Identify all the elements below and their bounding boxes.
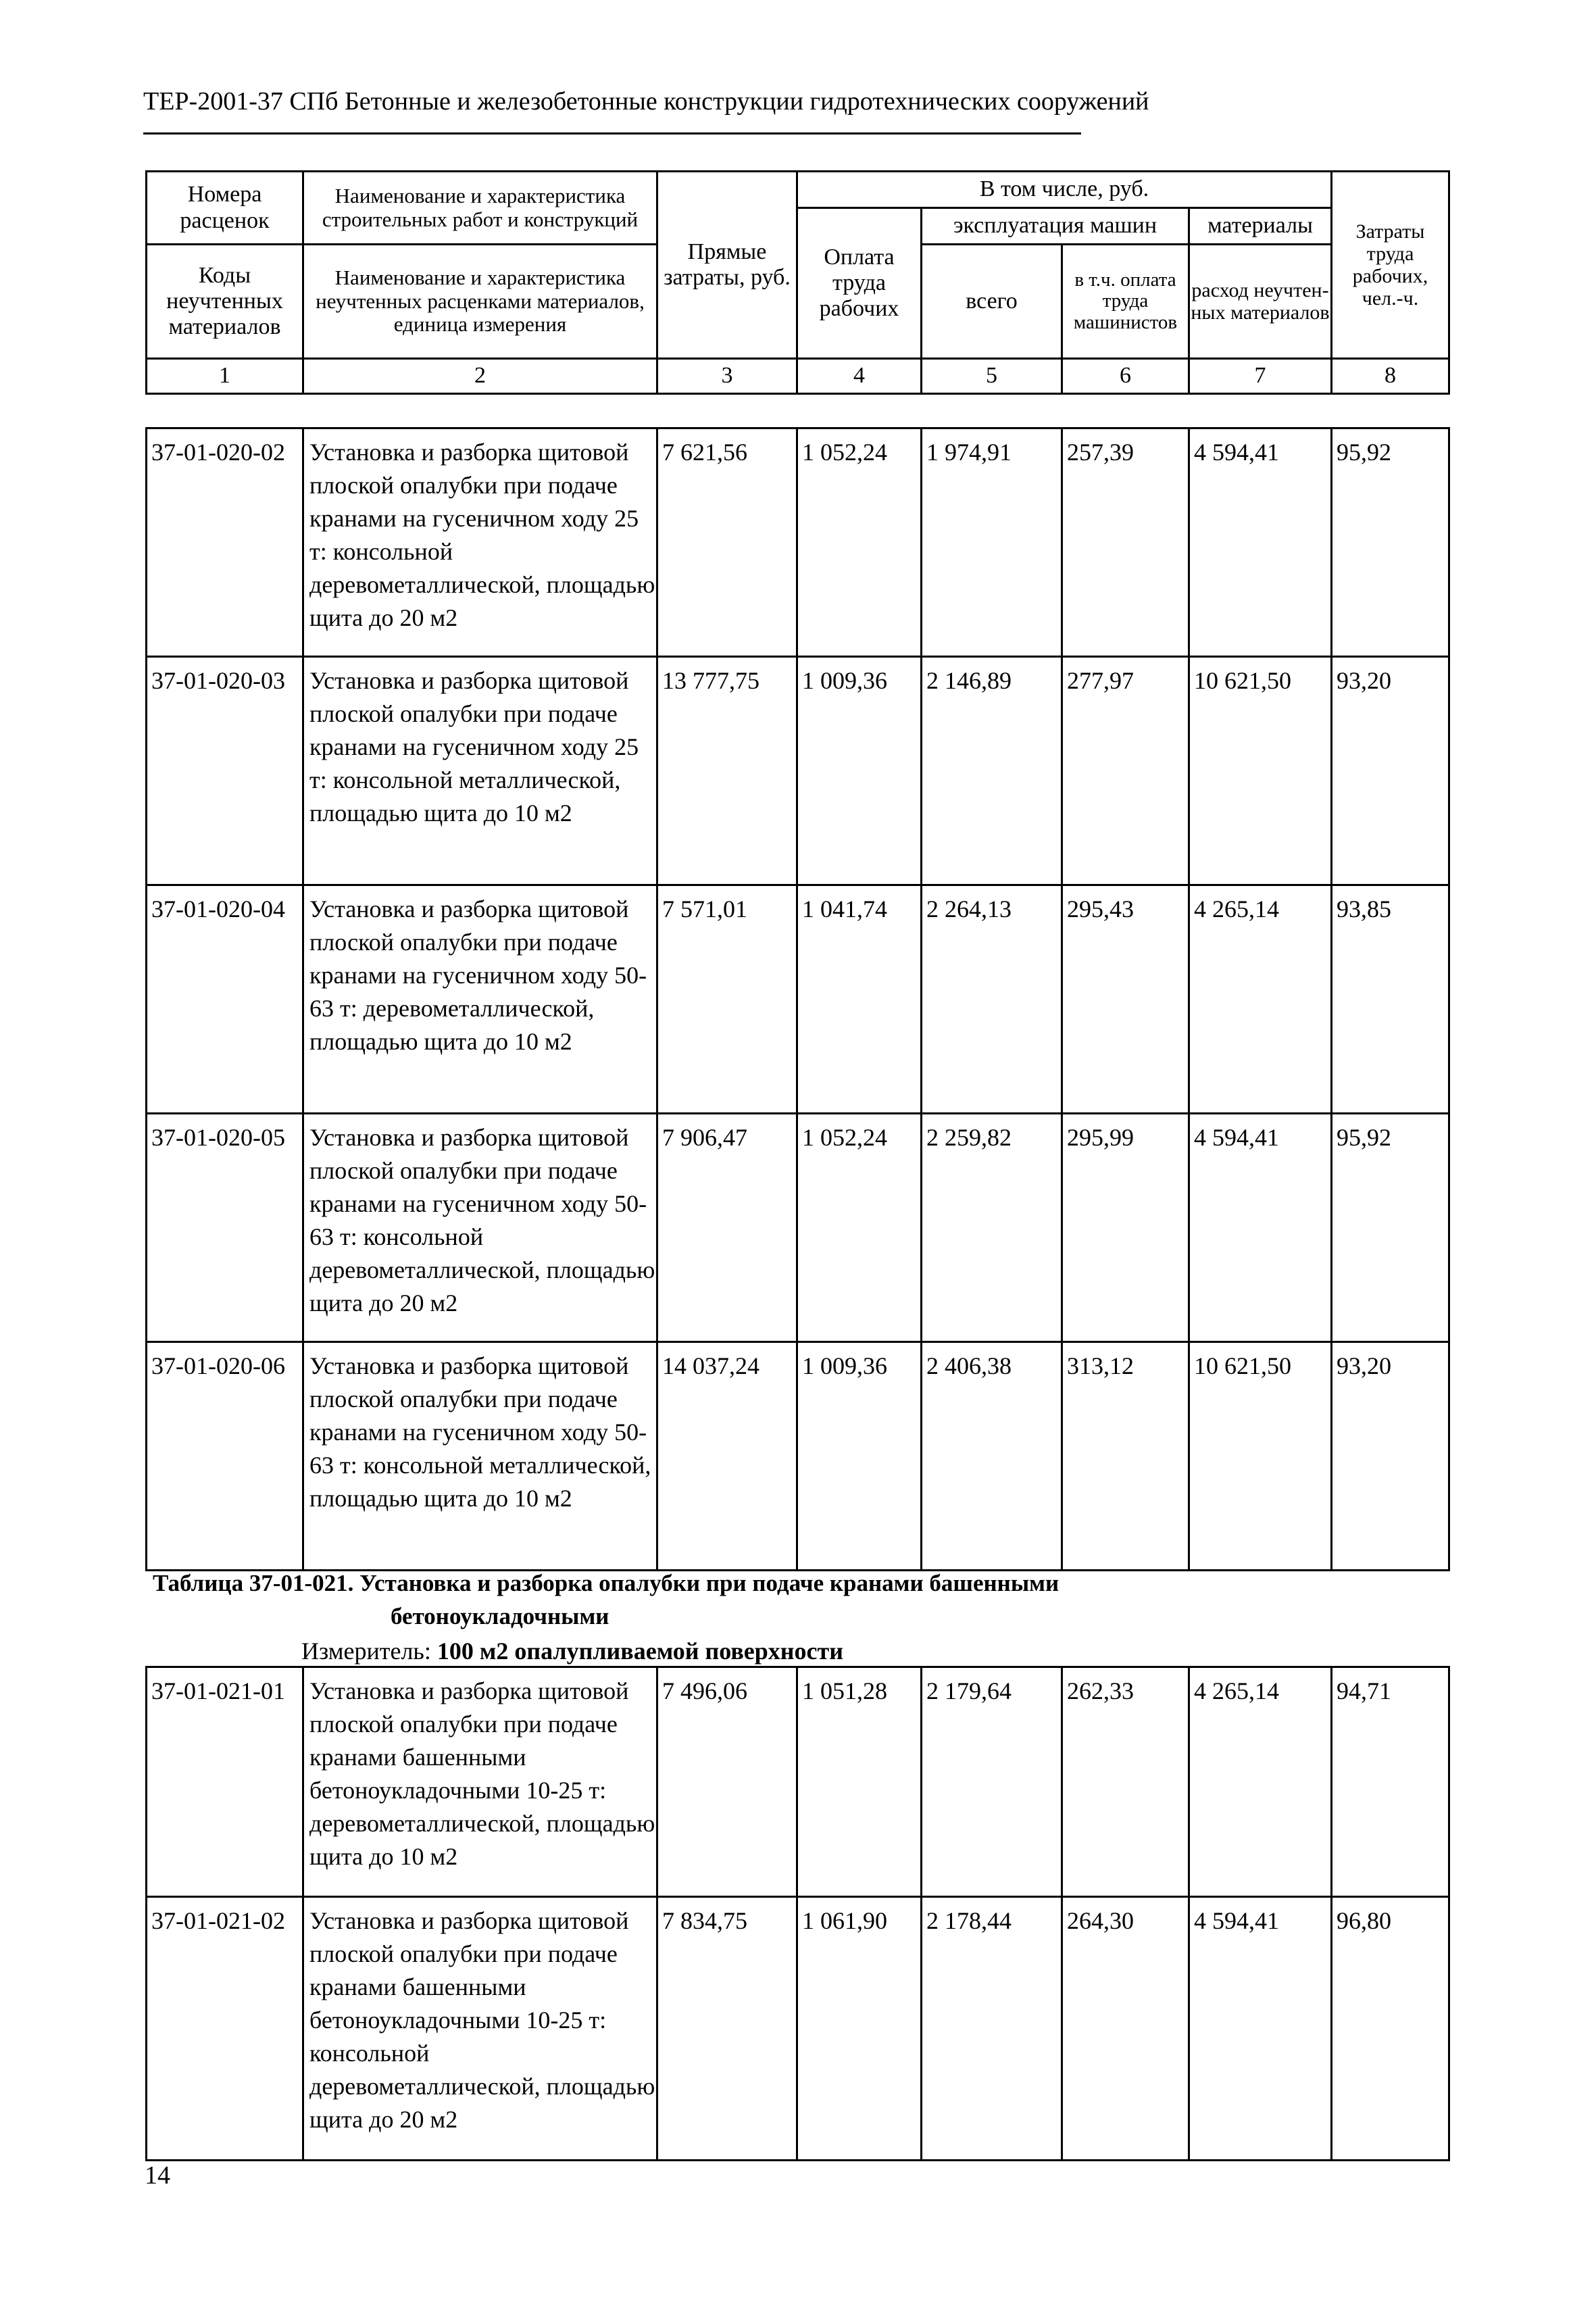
machines-total: 2 259,82	[922, 1114, 1062, 1342]
operators-pay: 264,30	[1062, 1897, 1189, 2161]
labor-pay: 1 009,36	[797, 1342, 922, 1571]
labor-hours: 95,92	[1332, 1114, 1449, 1342]
operators-pay: 257,39	[1062, 428, 1189, 657]
col-unaccounted-materials-header: расход неучтен-ных материалов	[1189, 245, 1332, 359]
work-name: Установка и разборка щитовой плоской опалубки при подаче кранами башенными бетоноукладочными 10-25 т: консольной деревометаллической, площадью щита до 20 м2	[303, 1897, 657, 2161]
machines-total: 1 974,91	[922, 428, 1062, 657]
direct-costs: 7 621,56	[657, 428, 797, 657]
machines-total: 2 179,64	[922, 1667, 1062, 1897]
work-name: Установка и разборка щитовой плоской опалубки при подаче кранами на гусеничном ходу 50-63 т: консольной металлической, площадью щита до 10 м2	[303, 1342, 657, 1571]
direct-costs: 7 571,01	[657, 885, 797, 1114]
labor-hours: 93,20	[1332, 1342, 1449, 1571]
labor-hours: 93,20	[1332, 657, 1449, 885]
labor-hours: 95,92	[1332, 428, 1449, 657]
direct-costs: 7 906,47	[657, 1114, 797, 1342]
col-number: 1	[147, 359, 303, 394]
work-name: Установка и разборка щитовой плоской опалубки при подаче кранами башенными бетоноукладочными 10-25 т: деревометаллической, площадью щита до 10 м2	[303, 1667, 657, 1897]
materials-cost: 10 621,50	[1189, 657, 1332, 885]
rates-table-021	[145, 1666, 1450, 2161]
col-work-name-header: Наименование и характеристика строительных работ и конструкций	[303, 172, 657, 245]
col-material-names-header: Наименование и характеристика неучтенных расценками материалов, единица измерения	[303, 245, 657, 359]
work-name: Установка и разборка щитовой плоской опалубки при подаче кранами на гусеничном ходу 25 т: консольной металлической, площадью щита до 10 м2	[303, 657, 657, 885]
materials-cost: 4 265,14	[1189, 1667, 1332, 1897]
measure-line	[301, 1637, 843, 1665]
operators-pay: 295,43	[1062, 885, 1189, 1114]
table-row	[147, 428, 1449, 657]
labor-hours: 93,85	[1332, 885, 1449, 1114]
measure-label: Измеритель:	[301, 1638, 431, 1665]
work-name: Установка и разборка щитовой плоской опалубки при подаче кранами на гусеничном ходу 50-63 т: консольной деревометаллической, площадью щита до 20 м2	[303, 1114, 657, 1342]
table-row	[147, 885, 1449, 1114]
col-material-codes-header: Коды неучтенных материалов	[147, 245, 303, 359]
materials-cost: 4 594,41	[1189, 1114, 1332, 1342]
materials-cost: 4 265,14	[1189, 885, 1332, 1114]
labor-pay: 1 051,28	[797, 1667, 922, 1897]
table-row	[147, 1114, 1449, 1342]
rate-code: 37-01-021-01	[147, 1667, 303, 1897]
labor-pay: 1 061,90	[797, 1897, 922, 2161]
running-title: ТЕР-2001-37 СПб Бетонные и железобетонные конструкции гидротехнических сооружений	[143, 87, 1149, 116]
col-rate-number-header: Номера расценок	[147, 172, 303, 245]
operators-pay: 313,12	[1062, 1342, 1189, 1571]
labor-hours: 96,80	[1332, 1897, 1449, 2161]
labor-pay: 1 009,36	[797, 657, 922, 885]
table-caption: Таблица 37-01-021. Установка и разборка опалубки при подаче кранами башенными	[153, 1570, 1059, 1596]
col-labor-pay-header: Оплата труда рабочих	[797, 208, 922, 359]
work-name: Установка и разборка щитовой плоской опалубки при подаче кранами на гусеничном ходу 50-63 т: деревометаллической, площадью щита до 10 м2	[303, 885, 657, 1114]
materials-cost: 4 594,41	[1189, 428, 1332, 657]
col-number: 5	[922, 359, 1062, 394]
rate-code: 37-01-020-03	[147, 657, 303, 885]
col-number: 3	[657, 359, 797, 394]
table-row	[147, 657, 1449, 885]
operators-pay: 295,99	[1062, 1114, 1189, 1342]
rate-code: 37-01-020-06	[147, 1342, 303, 1571]
work-name: Установка и разборка щитовой плоской опалубки при подаче кранами на гусеничном ходу 25 т: консольной деревометаллической, площадью щита до 20 м2	[303, 428, 657, 657]
col-machines-header: эксплуатация машин	[922, 208, 1189, 245]
page-number: 14	[145, 2161, 170, 2190]
machines-total: 2 178,44	[922, 1897, 1062, 2161]
direct-costs: 13 777,75	[657, 657, 797, 885]
table-row	[147, 1342, 1449, 1571]
col-number: 7	[1189, 359, 1332, 394]
materials-cost: 4 594,41	[1189, 1897, 1332, 2161]
col-number: 4	[797, 359, 922, 394]
measure-value: 100 м2 опалупливаемой поверхности	[437, 1638, 843, 1665]
col-labor-hours-header: Затраты труда рабочих, чел.-ч.	[1332, 172, 1449, 359]
rate-code: 37-01-020-04	[147, 885, 303, 1114]
rate-code: 37-01-020-02	[147, 428, 303, 657]
rate-code: 37-01-021-02	[147, 1897, 303, 2161]
col-group-header: В том числе, руб.	[797, 172, 1332, 208]
machines-total: 2 406,38	[922, 1342, 1062, 1571]
direct-costs: 14 037,24	[657, 1342, 797, 1571]
operators-pay: 277,97	[1062, 657, 1189, 885]
operators-pay: 262,33	[1062, 1667, 1189, 1897]
col-direct-costs-header: Прямые затраты, руб.	[657, 172, 797, 359]
rates-table-020	[145, 427, 1450, 1571]
machines-total: 2 146,89	[922, 657, 1062, 885]
col-number: 8	[1332, 359, 1449, 394]
col-operators-pay-header: в т.ч. оплата труда машинистов	[1062, 245, 1189, 359]
col-machines-total-header: всего	[922, 245, 1062, 359]
labor-pay: 1 052,24	[797, 428, 922, 657]
labor-hours: 94,71	[1332, 1667, 1449, 1897]
table-row	[147, 1897, 1449, 2161]
col-materials-header: материалы	[1189, 208, 1332, 245]
col-number: 2	[303, 359, 657, 394]
materials-cost: 10 621,50	[1189, 1342, 1332, 1571]
table-caption-continued: бетоноукладочными	[391, 1603, 609, 1629]
rate-code: 37-01-020-05	[147, 1114, 303, 1342]
labor-pay: 1 041,74	[797, 885, 922, 1114]
column-header-table	[145, 170, 1450, 395]
labor-pay: 1 052,24	[797, 1114, 922, 1342]
direct-costs: 7 834,75	[657, 1897, 797, 2161]
table-row	[147, 1667, 1449, 1897]
machines-total: 2 264,13	[922, 885, 1062, 1114]
title-rule	[143, 132, 1081, 134]
direct-costs: 7 496,06	[657, 1667, 797, 1897]
col-number: 6	[1062, 359, 1189, 394]
